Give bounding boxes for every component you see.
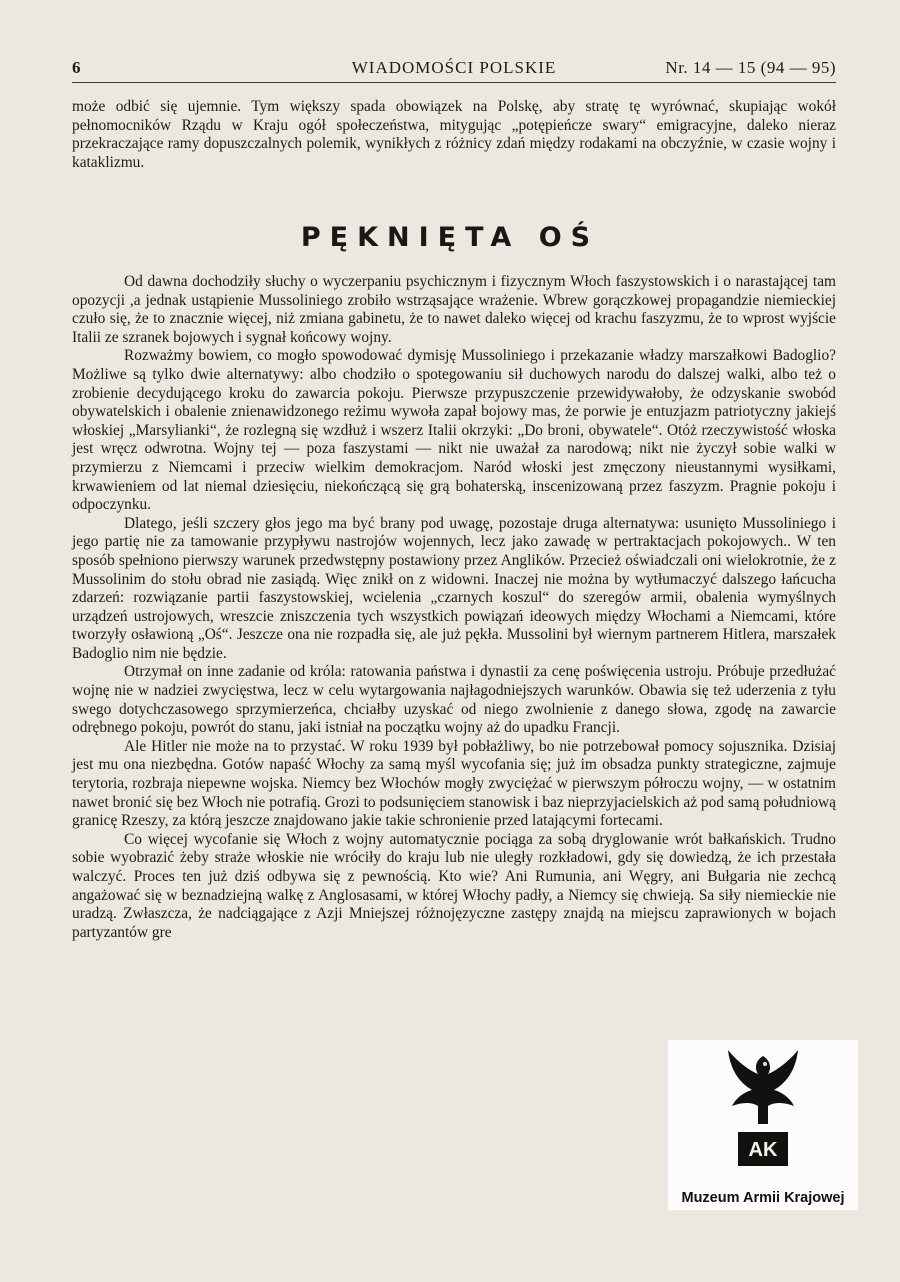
article-title: PĘKNIĘTA OŚ — [300, 222, 600, 253]
page-number: 6 — [72, 58, 81, 77]
article-paragraph: Od dawna dochodziły słuchy o wyczerpaniu psychicznym i fizycznym Włoch faszystowskich i o narastającej tam opozycji ,a jednak ustąpienie Mussoliniego zrobiło wstrząsające wrażenie. Wbrew gorączkowej propagandzie niemieckiej czuło się, że to znacznie więcej, niż zmiana gabinetu, że to nawet daleko więcej od krachu faszyzmu, że to wprost wyjście Italii ze szranek bojowych i sygnał końcowy wojny. — [72, 273, 836, 346]
eagle-anchor-icon — [718, 1046, 808, 1174]
article-paragraph: Co więcej wycofanie się Włoch z wojny automatycznie pociąga za sobą dryglowanie wrót bałkańskich. Trudno sobie wyobrazić żeby straże włoskie nie wróciły do kraju lub nie uległy rozkładowi, gdy się dowiedzą, że ich przestała walczyć. Proces ten już dziś odbywa się z pewnością. Kto wie? Ani Rumunia, ani Węgry, ani Bułgaria nie zechcą angażować się w beznadziejną walkę z Anglosasami, w której Włochy padły, a Niemcy się chwieją. Sa siły niemieckie nie uradzą. Zwłaszcza, że nadciągające z Azji Mniejszej różnojęzyczne zastępy znajdą na miejscu zaprawionych w bojach partyzantów gre — [72, 830, 836, 941]
running-header — [72, 56, 836, 83]
article-paragraph: Otrzymał on inne zadanie od króla: ratowania państwa i dynastii za cenę poświęcenia ustroju. Próbuje przedłużać wojnę nie w nadziei zwycięstwa, lecz w celu wytargowania najłagodniejszych warunków. Obawia się też uderzenia z tyłu swego dotychczasowego sprzymierzeńca, chciałby uzyskać od niego zwolnienie z danego słowa, zgodę na zawarcie odrębnego pokoju, powrót do stanu, jaki istniał na początku wojny aż do upadku Francji. — [72, 663, 836, 737]
article-paragraph: Dlatego, jeśli szczery głos jego ma być brany pod uwagę, pozostaje druga alternatywa: usunięto Mussoliniego i jego partię nie za tamowanie przypływu nastrojów wojennych, lecz jako zawadę w pertraktacjach pokojowych.. W ten sposób spełniono pierwszy warunek przedwstępny postawiony przez Anglików. Przecież oświadczali oni wielokrotnie, że z Mussolinim do stołu obrad nie zasiądą. Więc znikł on z widowni. Inaczej nie można by wytłumaczyć dalszego łańcucha zdarzeń: rozwiązanie partii faszystowskiej, wcielenia „czarnych koszul“ do szeregów armii, obalenia wymyślnych urządzeń ustrojowych, wreszcie zniszczenia tych wszystkich powiązań ideowych między Włochami a Niemcami, które tworzyły osławioną „Oś“. Jeszcze ona nie rozpadła się, ale już pękła. Mussolini był wiernym partnerem Hitlera, marszałek Badoglio nim nie będzie. — [72, 514, 836, 662]
publication-title: WIADOMOŚCI POLSKIE — [351, 58, 557, 77]
intro-text — [72, 98, 836, 172]
article-body — [72, 273, 836, 942]
article-paragraph: Rozważmy bowiem, co mogło spowodować dymisję Mussoliniego i przekazanie władzy marszałkowi Badoglio? Możliwe są tylko dwie alternatywy: albo chodziło o spotegowaniu sił duchowych narodu do dalszej walki, albo też o zrobienie decydującego kroku do zawarcia pokoju. Pierwsze przypuszczenie przewidywałoby, że odzyskanie swobód obywatelskich i obalenie znienawidzonego reżimu wywoła zapał bojowy mas, że porwie je entuzjazm patriotyczny jakiejś włoskiej „Marsylianki“, że rozlegną się wzdłuż i wszerz Italii okrzyki: „Do broni, obywatele“. Otóż rzeczywistość włoska jest wręcz odwrotna. Wojny tej — poza faszystami — nikt nie uważał za narodową; nikt nie życzył sobie walki w przymierzu z Niemcami i przeciw wielkim demokracjom. Naród włoski jest zmęczony nieustannymi wysiłkami, krwawieniem od lat niemal dziesięciu, niekończącą się grą bohaterską, inscenizowaną przez faszyzm. Pragnie pokoju i odpoczynku. — [72, 347, 836, 514]
issue-number: Nr. 14 — 15 (94 — 95) — [665, 58, 836, 77]
article-paragraph: Ale Hitler nie może na to przystać. W roku 1939 był pobłażliwy, bo nie potrzebował pomocy sojusznika. Dzisiaj jest mu ona niezbędna. Gotów napaść Włochy za samą myśl wycofania się; już im obsadza punkty strategiczne, zajmuje terytoria, rozbraja niepewne wojska. Niemcy bez Włochów mogły zwyciężać w pierwszym półroczu wojny, — w ostatnim nawet bronić się bez Włoch nie potrafią. Grozi to podsunięciem stanowisk i baz nieprzyjacielskich aż pod samą południową granicę Rzeszy, za którą jeszcze znajdowano jakie takie schronienie przed latającymi fortecami. — [72, 737, 836, 830]
watermark-caption: Muzeum Armii Krajowej — [681, 1190, 845, 1206]
museum-watermark — [668, 1040, 858, 1210]
ak-badge-text: AK — [748, 1139, 778, 1161]
intro-paragraph: może odbić się ujemnie. Tym większy spada obowiązek na Polskę, aby stratę tę wyrównać, skupiając wokół pełnomocników Rządu w Kraju ogół społeczeństwa, mitygując „potępieńcze swary“ emigracyjne, daleko nieraz przekraczające ramy dopuszczalnych polemik, wynikłych z różnicy zdań między rodakami na obczyźnie, w czasie wojny i kataklizmu. — [72, 98, 836, 171]
